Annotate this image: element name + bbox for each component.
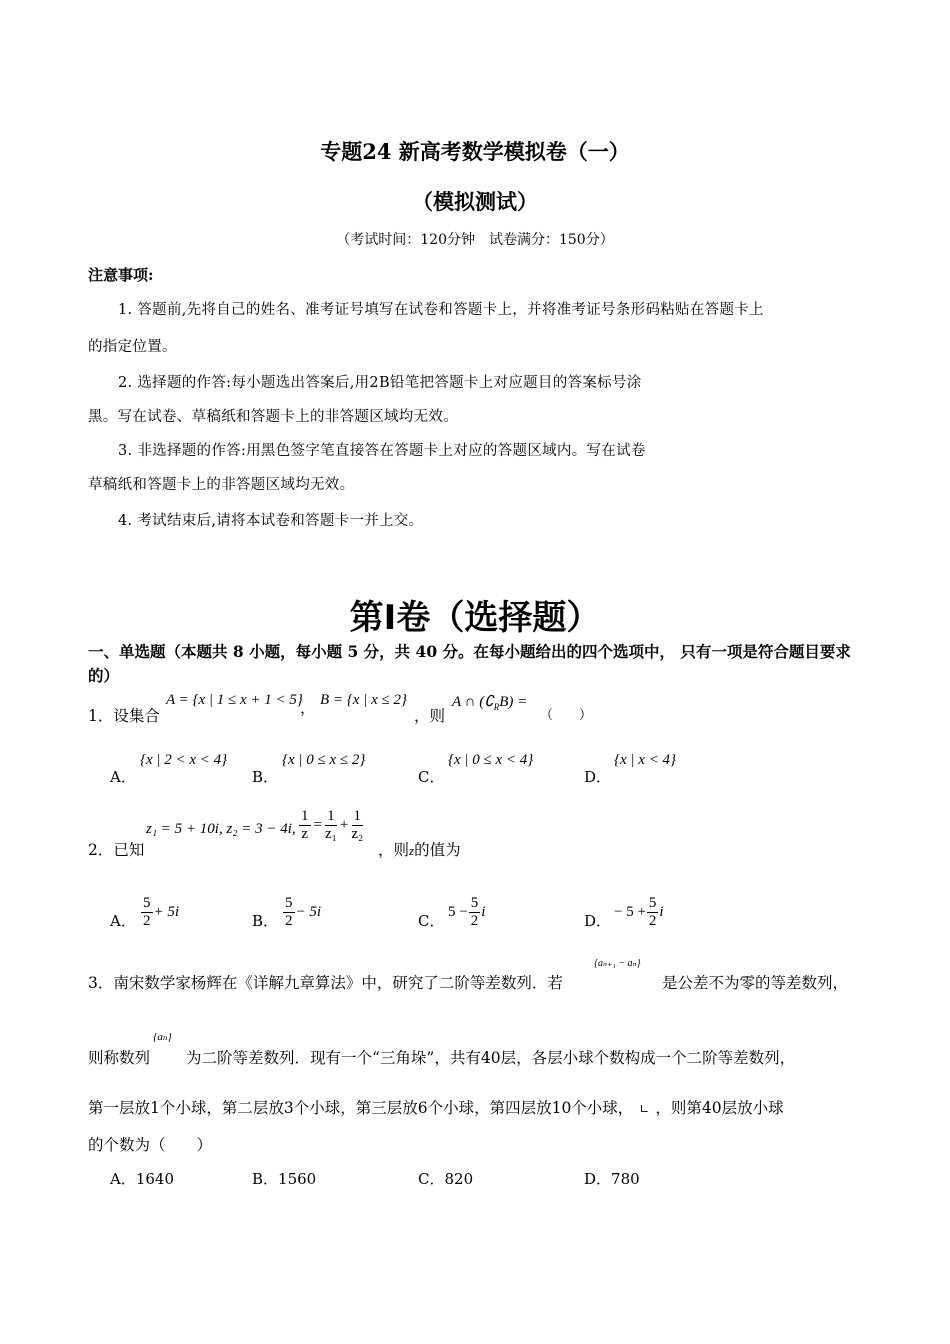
q2-frac-num: 1: [327, 808, 335, 824]
q2-b-frac: [283, 895, 295, 930]
q2-z-var: z: [409, 843, 415, 858]
notice-item-1-cont: 的指定位置。: [88, 339, 177, 355]
q2-d-pre: − 5 +: [614, 904, 646, 920]
notice-item-3-cont: 草稿纸和答题卡上的非答题区域均无效。: [88, 477, 355, 493]
q3-option-c[interactable]: [418, 1168, 473, 1189]
q2-d-num: 5: [648, 895, 657, 911]
q3-b-value: 1560: [278, 1170, 317, 1188]
q1-option-b-label[interactable]: B．: [252, 768, 279, 786]
q1-expression: [452, 692, 527, 712]
q2-a-num: 5: [143, 895, 151, 911]
q2-frac-den: z: [301, 826, 309, 842]
q1-then: ，则: [414, 707, 446, 725]
q3-seq-diff: {aₙ₊₁ − aₙ}: [594, 958, 641, 969]
question-3-line-2b: 为二阶等差数列．现有一个“三角垛”，共有40层，各层小球个数构成一个二阶等差数列，: [186, 1049, 796, 1067]
q2-suffix: [378, 838, 461, 860]
notice-heading: 注意事项:: [88, 266, 154, 284]
exam-info: （考试时间：120分钟 试卷满分：150分）: [336, 232, 614, 248]
part-heading: 一、单选题（本题共 8 小题，每小题 5 分，共 40 分。在每小题给出的四个选项中， 只有一项是符合题目要求的）: [88, 642, 851, 685]
q1-option-c[interactable]: {x | 0 ≤ x < 4}: [448, 752, 534, 768]
q2-c-den: 2: [470, 913, 479, 929]
question-3-line-3: [88, 1096, 784, 1118]
q1-option-a[interactable]: {x | 2 < x < 4}: [140, 752, 228, 768]
q2-d-frac: [647, 895, 659, 930]
q1-option-d[interactable]: {x | x < 4}: [614, 752, 677, 768]
q2-given: z₁ = 5 + 10i, z₂ = 3 − 4i,: [146, 821, 296, 837]
q3-b-label: B．: [252, 1170, 279, 1188]
q3-seq: {aₙ}: [153, 1031, 172, 1043]
q1-option-c-label[interactable]: C．: [418, 768, 445, 786]
q1-option-a-label[interactable]: A．: [110, 768, 136, 786]
q1-expr-sub: R: [493, 702, 500, 712]
section-title: 第Ⅰ卷（选择题）: [349, 598, 601, 638]
q2-c-frac: [469, 895, 481, 930]
q1-expr-end: B) =: [499, 694, 528, 710]
q3-ellipsis: ∟: [639, 1102, 650, 1116]
q2-option-a-label[interactable]: A．: [110, 912, 136, 930]
q2-plus: +: [339, 817, 349, 833]
q2-equation: [298, 808, 364, 843]
q2-a-den: 2: [143, 913, 151, 929]
q1-comma: ，: [300, 699, 316, 717]
q1-option-d-label[interactable]: D．: [584, 768, 612, 786]
q3-d-value: 780: [611, 1170, 640, 1188]
q2-suffix-text2: 的值为: [414, 841, 461, 859]
q3-option-a[interactable]: [110, 1168, 174, 1189]
q2-suffix-text: ，则: [378, 841, 410, 859]
q3-d-label: D．: [584, 1170, 612, 1188]
page-title: 专题24 新高考数学模拟卷（一）: [320, 139, 630, 164]
question-1: [88, 704, 160, 726]
question-3-line-1b: 是公差不为零的等差数列，: [662, 974, 849, 992]
q2-eq: =: [313, 817, 322, 833]
q2-option-c-label[interactable]: C．: [418, 912, 445, 930]
q2-option-a[interactable]: [140, 895, 179, 930]
q1-option-b[interactable]: {x | 0 ≤ x ≤ 2}: [282, 752, 366, 768]
q3-c-label: C．: [418, 1170, 445, 1188]
question-3-line-2a: 则称数列: [88, 1049, 151, 1067]
q2-frac-num: 1: [353, 808, 362, 824]
q2-frac-den: z₁: [324, 826, 337, 842]
q2-c-rest: i: [481, 904, 486, 920]
q2-option-b-label[interactable]: B．: [252, 912, 279, 930]
q1-answer-bracket: （ ）: [540, 708, 593, 723]
q2-a-frac: [141, 895, 153, 930]
q3-line3-text: 第一层放1个小球，第二层放3个小球，第三层放6个小球，第四层放10个小球，: [88, 1099, 634, 1117]
q2-c-num: 5: [470, 895, 479, 911]
notice-item-1: 1. 答题前,先将自己的姓名、准考证号填写在试卷和答题卡上，并将准考证号条形码粘贴在答题卡上: [118, 302, 764, 318]
q1-prefix: 1．设集合: [88, 707, 160, 725]
q3-a-label: A．: [110, 1170, 136, 1188]
question-2: 2．已知: [88, 841, 145, 859]
q3-line3-text-b: ，则第40层放小球: [655, 1099, 784, 1117]
q2-d-den: 2: [648, 913, 657, 929]
notice-item-2: 2. 选择题的作答:每小题选出答案后,用2B铅笔把答题卡上对应题目的答案标号涂: [118, 375, 642, 391]
q2-option-c[interactable]: [448, 895, 485, 930]
question-3-line-1: 3．南宋数学家杨辉在《详解九章算法》中，研究了二阶等差数列．若: [88, 974, 563, 992]
q1-expr-start: A ∩ (∁: [452, 694, 494, 710]
q1-set-b: B = {x | x ≤ 2}: [320, 692, 407, 708]
page-subtitle: （模拟测试）: [412, 189, 538, 214]
q2-b-num: 5: [285, 895, 293, 911]
question-3-line-4: 的个数为（ ）: [88, 1136, 213, 1154]
q2-b-rest: − 5i: [295, 904, 322, 920]
q2-a-rest: + 5i: [153, 904, 180, 920]
q3-c-value: 820: [444, 1170, 474, 1188]
q3-option-d[interactable]: [584, 1168, 640, 1189]
q2-option-d[interactable]: [614, 895, 664, 930]
q2-frac-1z2: [351, 808, 363, 843]
q2-option-d-label[interactable]: D．: [584, 912, 612, 930]
q2-d-rest: i: [659, 904, 664, 920]
q2-frac-den: z₂: [351, 826, 364, 842]
q2-frac-num: 1: [301, 808, 309, 824]
q3-option-b[interactable]: [252, 1168, 316, 1189]
notice-item-2-cont: 黑。写在试卷、草稿纸和答题卡上的非答题区域均无效。: [88, 409, 458, 425]
q1-set-a: A = {x | 1 ≤ x + 1 < 5}: [166, 692, 303, 708]
q2-b-den: 2: [285, 913, 293, 929]
notice-item-3: 3. 非选择题的作答:用黑色签字笔直接答在答题卡上对应的答题区域内。写在试卷: [118, 443, 646, 459]
notice-item-4: 4. 考试结束后,请将本试卷和答题卡一并上交。: [118, 513, 424, 529]
q2-option-b[interactable]: [282, 895, 321, 930]
q3-a-value: 1640: [135, 1170, 175, 1188]
q2-frac-1z: [299, 808, 311, 843]
q2-c-pre: 5 −: [448, 904, 468, 920]
q2-frac-1z1: [325, 808, 337, 843]
